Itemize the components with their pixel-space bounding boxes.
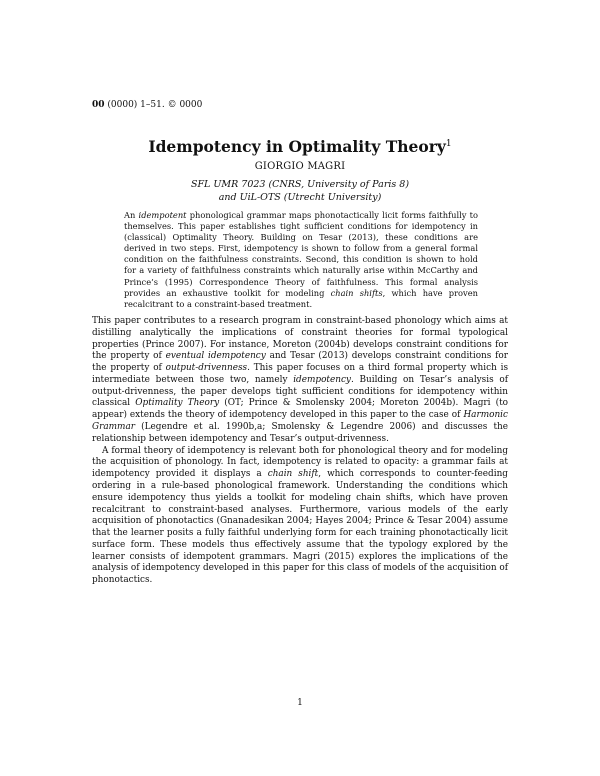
paper-title — [0, 135, 600, 156]
body-text: A formal theory of idempotency is relevant both for phonological theory and for modeling the acquisition of phonology. In fact, idempotency is related to opacity: a grammar fails at idempotency provided it displays a — [92, 445, 508, 480]
running-header — [92, 100, 202, 111]
body-emphasis: eventual idempotency — [165, 351, 266, 362]
body-text: . This paper focuses on a third formal property which is intermediate between those two, namely — [92, 363, 509, 385]
body-text: . Building on Tesar’s analysis of output-drivenness, the paper develops tight sufficient conditions for idempotency within classical — [92, 374, 508, 409]
title-footnote-mark: 1 — [445, 139, 452, 149]
page-number: 1 — [297, 698, 303, 708]
affiliation-line-1: SFL UMR 7023 (CNRS, University of Paris 8) — [190, 179, 410, 190]
body-emphasis: Optimality Theory — [135, 398, 220, 409]
main-body — [92, 316, 508, 587]
abstract-emphasis: chain shifts — [330, 287, 383, 298]
body-text: (Legendre et al. 1990b,a; Smolensky & Legendre 2006) and discusses the relationship between idempotency and Tesar’s output-drivenness. — [92, 422, 508, 444]
body-text: , which corresponds to counter-feeding ordering in a rule-based phonological framework. Understanding the conditions which ensure idempotency thus yields a toolkit for modeling chain shifts, which have proven recalcitrant to constraint-based analyses. Furthermore, various models of the early acquisition of phonotactics (Gnanadesikan 2004; Hayes 2004; Prince & Tesar 2004) assume that the learner posits a fully faithful underlying form for each training phonotactically licit surface form. These models thus effectively assume that the typology explored by the learner consists of idempotent grammars. Magri (2015) explores the implications of the analysis of idempotency developed in this paper for this class of models of the acquisition of phonotactics. — [92, 469, 508, 586]
body-text: (OT; Prince & Smolensky 2004; Moreton 2004b). Magri (to appear) extends the theory of idempotency developed in this paper to the case of — [92, 398, 508, 421]
body-text: This paper contributes to a research program in constraint-based phonology which aims at distilling analytically the implications of constraint theories for formal typological properties (Prince 2007). For instance, Moreton (2004b) develops constraint conditions for the property of — [92, 316, 508, 362]
body-paragraph-2 — [92, 446, 508, 587]
body-emphasis: output-drivenness — [165, 363, 248, 374]
abstract-text: , which have proven recalcitrant to a constraint-based treatment. — [124, 287, 478, 309]
body-emphasis: idempotency — [293, 374, 351, 385]
abstract-emphasis: idempotent — [138, 210, 187, 220]
body-text: and Tesar (2013) develops constraint conditions for the property of — [92, 351, 508, 374]
paper-title-text: Idempotency in Optimality Theory — [148, 137, 446, 157]
author-affiliation — [0, 178, 600, 204]
body-emphasis: chain shift — [267, 469, 319, 480]
abstract — [124, 210, 478, 310]
abstract-text: An — [124, 210, 139, 220]
header-pages-copyright: (0000) 1–51. © 0000 — [104, 100, 203, 110]
volume-number: 00 — [92, 100, 105, 110]
body-emphasis: Harmonic Grammar — [92, 410, 508, 433]
abstract-text: phonological grammar maps phonotactically licit forms faithfully to themselves. This paper establishes tight sufficient conditions for idempotency in (classical) Optimality Theory. Building on Tesar (2013), these conditions are derived in two steps. First, idempotency is shown to follow from a general formal condition on the faithfulness constraints. Second, this condition is shown to hold for a variety of faithfulness constraints which naturally arise within McCarthy and Prince’s (1995) Correspondence Theory of faithfulness. This formal analysis provides an exhaustive toolkit for modeling — [124, 210, 478, 298]
affiliation-line-2: and UiL-OTS (Utrecht University) — [218, 192, 382, 203]
body-paragraph-1 — [92, 316, 508, 446]
author-name: GIORGIO MAGRI — [254, 161, 346, 172]
